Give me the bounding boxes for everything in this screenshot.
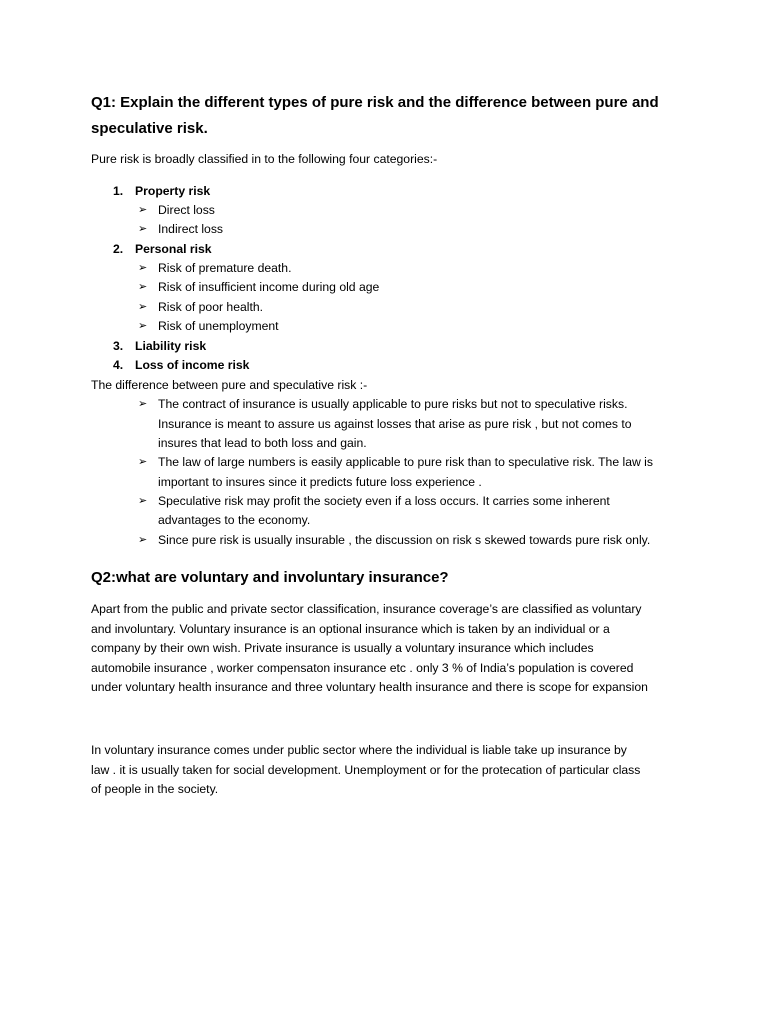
paragraph-line: company by their own wish. Private insurance is usually a voluntary insurance which includes: [91, 641, 594, 655]
arrow-bullet-icon: ➢: [138, 398, 148, 410]
difference-point-line: Speculative risk may profit the society even if a loss occurs. It carries some inherent: [158, 494, 610, 508]
category-item-personal: 2. Personal risk: [113, 242, 212, 256]
arrow-bullet-icon: ➢: [138, 262, 148, 274]
arrow-bullet-icon: ➢: [138, 204, 148, 216]
category-item-property: 1. Property risk: [113, 184, 211, 198]
sub-item: Direct loss: [158, 203, 215, 217]
paragraph-line: law . it is usually taken for social development. Unemployment or for the protecation of particular class: [91, 763, 641, 777]
arrow-bullet-icon: ➢: [138, 223, 148, 235]
difference-point-line: Insurance is meant to assure us against losses that arise as pure risk , but not comes to: [158, 417, 632, 431]
arrow-bullet-icon: ➢: [138, 456, 148, 468]
sub-item: Risk of insufficient income during old age: [158, 280, 380, 294]
q2-title: Q2:what are voluntary and involuntary insurance?: [91, 569, 449, 586]
difference-point-line: important to insures since it predicts future loss experience .: [158, 475, 482, 489]
q1-title-line1: Q1: Explain the different types of pure risk and the difference between pure and: [91, 94, 659, 111]
paragraph-line: of people in the society.: [91, 782, 219, 796]
paragraph-line: In voluntary insurance comes under public sector where the individual is liable take up insurance by: [91, 743, 627, 757]
category-item-income: 4. Loss of income risk: [113, 358, 250, 372]
paragraph-line: automobile insurance , worker compensaton insurance etc . only 3 % of India’s population is covered: [91, 661, 634, 675]
arrow-bullet-icon: ➢: [138, 495, 148, 507]
sub-item: Risk of unemployment: [158, 319, 279, 333]
arrow-bullet-icon: ➢: [138, 281, 148, 293]
difference-point-line: The contract of insurance is usually applicable to pure risks but not to speculative risks.: [158, 397, 628, 411]
difference-heading: The difference between pure and speculative risk :-: [91, 378, 368, 392]
difference-point-line: insures that lead to both loss and gain.: [158, 436, 367, 450]
difference-point-line: Since pure risk is usually insurable , the discussion on risk s skewed towards pure risk only.: [158, 533, 651, 547]
sub-item: Risk of premature death.: [158, 261, 292, 275]
arrow-bullet-icon: ➢: [138, 534, 148, 546]
arrow-bullet-icon: ➢: [138, 320, 148, 332]
paragraph-line: and involuntary. Voluntary insurance is an optional insurance which is taken by an individual or a: [91, 622, 610, 636]
q1-intro: Pure risk is broadly classified in to the following four categories:-: [91, 152, 438, 166]
sub-item: Risk of poor health.: [158, 300, 264, 314]
arrow-bullet-icon: ➢: [138, 301, 148, 313]
difference-point-line: The law of large numbers is easily applicable to pure risk than to speculative risk. The law is: [158, 455, 653, 469]
difference-point-line: advantages to the economy.: [158, 513, 311, 527]
paragraph-line: Apart from the public and private sector classification, insurance coverage’s are classified as voluntary: [91, 602, 642, 616]
sub-item: Indirect loss: [158, 222, 224, 236]
category-item-liability: 3. Liability risk: [113, 339, 207, 353]
q1-title-line2: speculative risk.: [91, 120, 208, 137]
paragraph-line: under voluntary health insurance and three voluntary health insurance and there is scope for expansion: [91, 680, 648, 694]
